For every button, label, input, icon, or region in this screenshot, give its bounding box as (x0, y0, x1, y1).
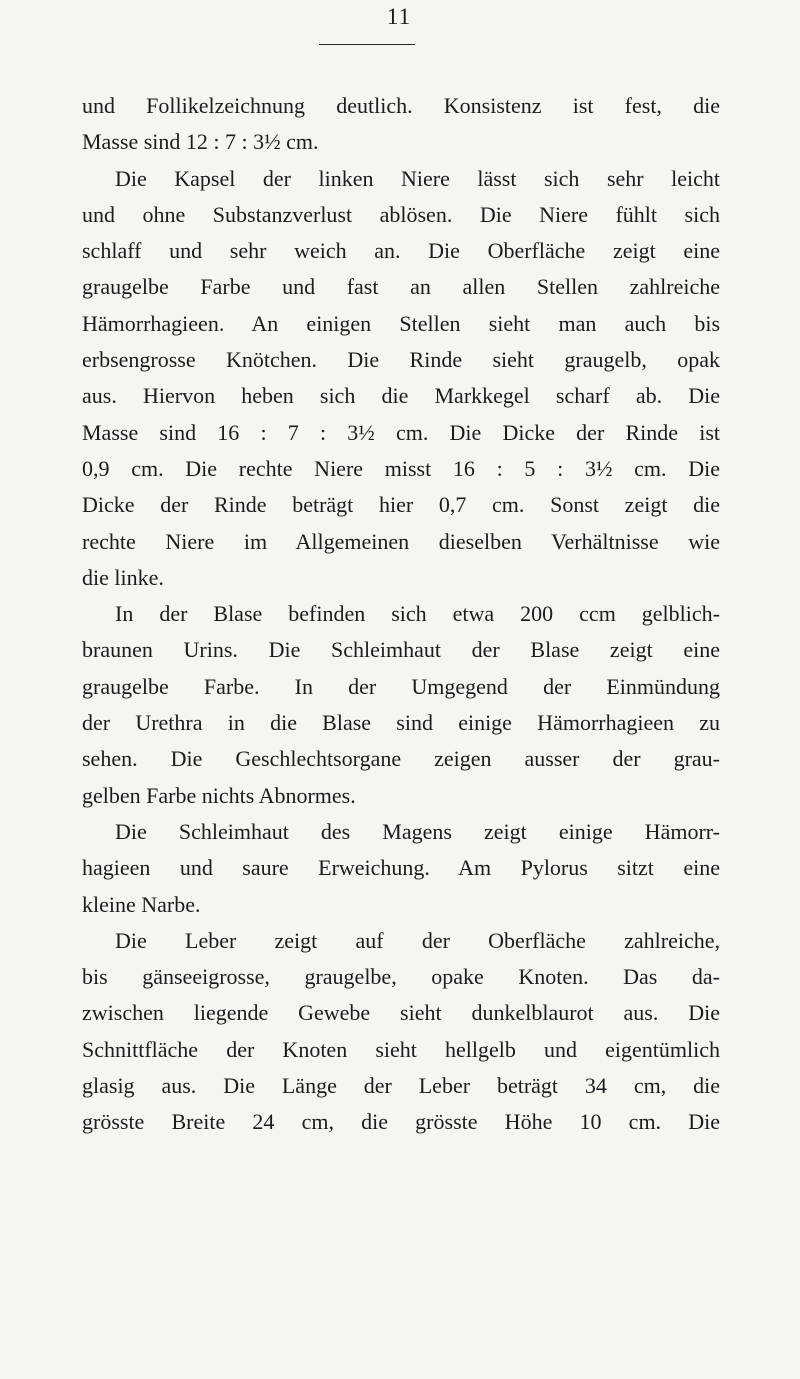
text-line: Masse sind 12 : 7 : 3½ cm. (82, 129, 319, 155)
text-line: Schnittfläche der Knoten sieht hellgelb und eigentümlich (82, 1036, 720, 1062)
text-line: glasig aus. Die Länge der Leber beträgt 34 cm, die (82, 1073, 720, 1099)
text-line: und ohne Substanzverlust ablösen. Die Niere fühlt sich (82, 201, 720, 227)
text-line: In der Blase befinden sich etwa 200 ccm gelblich- (115, 601, 720, 627)
text-line: Die Kapsel der linken Niere lässt sich sehr leicht (115, 165, 720, 191)
text-line: kleine Narbe. (82, 891, 201, 917)
text-line: Masse sind 16 : 7 : 3½ cm. Die Dicke der Rinde ist (82, 419, 720, 445)
text-line: sehen. Die Geschlechtsorgane zeigen ausser der grau- (82, 746, 720, 772)
page-number: 11 (386, 4, 412, 29)
text-line: Die Schleimhaut des Magens zeigt einige Hämorr- (115, 818, 720, 844)
text-line: graugelbe Farbe. In der Umgegend der Einmündung (82, 673, 720, 699)
text-line: grösste Breite 24 cm, die grösste Höhe 10 cm. Die (82, 1109, 720, 1135)
text-line: Die Leber zeigt auf der Oberfläche zahlreiche, (115, 927, 720, 953)
text-line: gelben Farbe nichts Abnormes. (82, 782, 356, 808)
text-line: Hämorrhagieen. An einigen Stellen sieht man auch bis (82, 310, 720, 336)
text-line: braunen Urins. Die Schleimhaut der Blase zeigt eine (82, 637, 720, 663)
body-text (82, 88, 720, 1141)
text-line: zwischen liegende Gewebe sieht dunkelblaurot aus. Die (82, 1000, 720, 1026)
text-line: erbsengrosse Knötchen. Die Rinde sieht graugelb, opak (82, 347, 720, 373)
text-line: Dicke der Rinde beträgt hier 0,7 cm. Sonst zeigt die (82, 492, 720, 518)
text-line: hagieen und saure Erweichung. Am Pylorus sitzt eine (82, 855, 720, 881)
text-line: bis gänseeigrosse, graugelbe, opake Knoten. Das da- (82, 964, 720, 990)
header-rule (319, 44, 415, 45)
text-line: graugelbe Farbe und fast an allen Stellen zahlreiche (82, 274, 720, 300)
text-line: rechte Niere im Allgemeinen dieselben Verhältnisse wie (82, 528, 720, 554)
text-line: die linke. (82, 564, 164, 590)
text-line: der Urethra in die Blase sind einige Hämorrhagieen zu (82, 710, 720, 736)
text-line: 0,9 cm. Die rechte Niere misst 16 : 5 : 3½ cm. Die (82, 455, 720, 481)
text-line: und Follikelzeichnung deutlich. Konsistenz ist fest, die (82, 93, 720, 118)
text-line: aus. Hiervon heben sich die Markkegel scharf ab. Die (82, 383, 720, 409)
text-line: schlaff und sehr weich an. Die Oberfläche zeigt eine (82, 238, 720, 264)
